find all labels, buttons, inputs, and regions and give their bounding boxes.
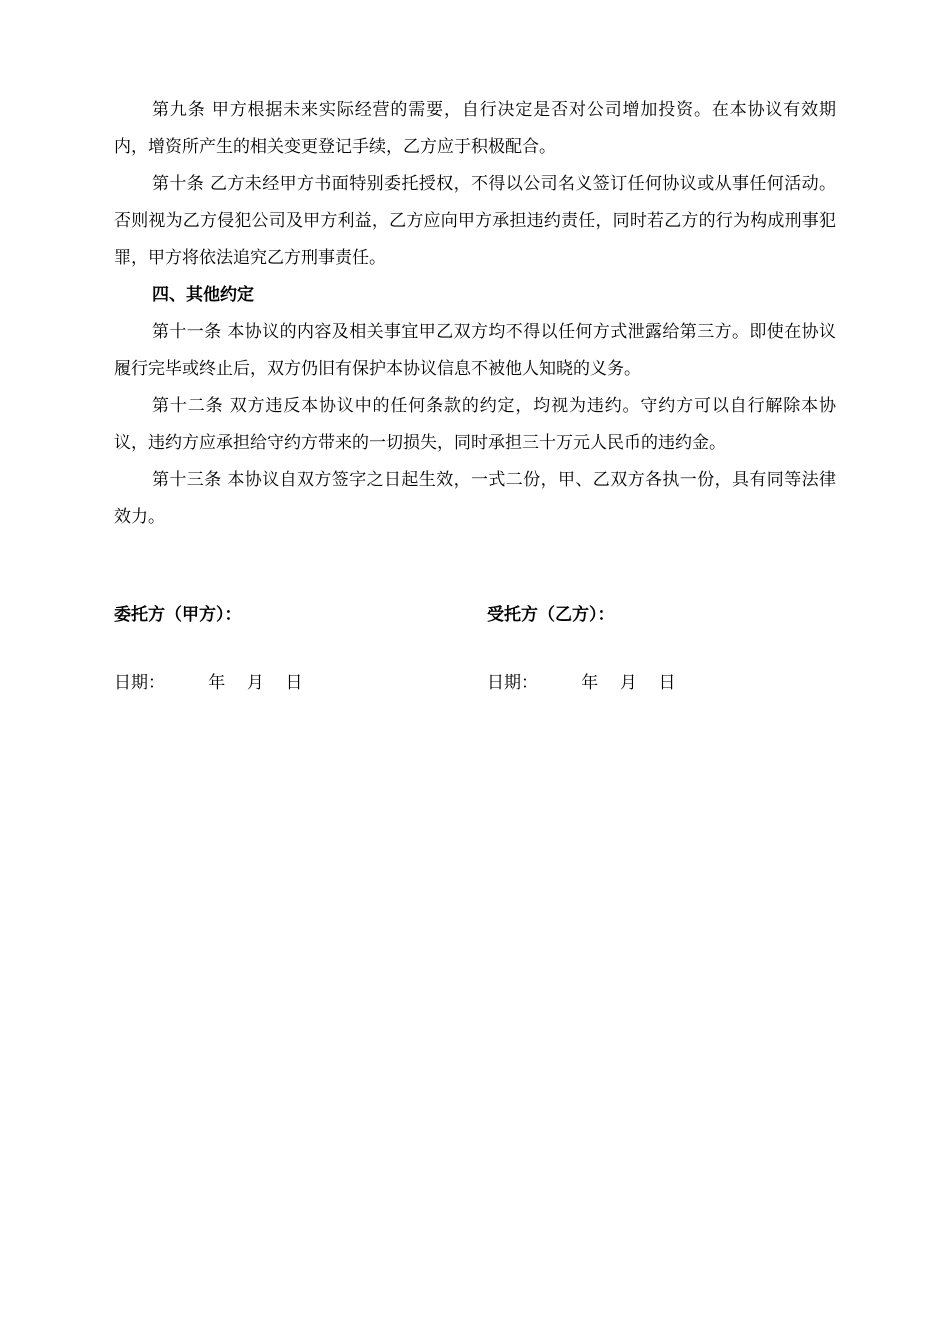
clause-9: 第九条 甲方根据未来实际经营的需要，自行决定是否对公司增加投资。在本协议有效期内，增资所产生的相关变更登记手续，乙方应于积极配合。 bbox=[114, 100, 836, 157]
clause-11: 第十一条 本协议的内容及相关事宜甲乙双方均不得以任何方式泄露给第三方。即使在协议履行完毕或终止后，双方仍旧有保护本协议信息不被他人知晓的义务。 bbox=[114, 322, 836, 379]
party-a-date: 日期： 年 月 日 bbox=[114, 673, 303, 693]
section-heading: 四、其他约定 bbox=[152, 285, 254, 305]
clause-12: 第十二条 双方违反本协议中的任何条款的约定，均视为违约。守约方可以自行解除本协议，违约方应承担给守约方带来的一切损失，同时承担三十万元人民币的违约金。 bbox=[114, 396, 836, 453]
clause-10: 第十条 乙方未经甲方书面特别委托授权，不得以公司名义签订任何协议或从事任何活动。否则视为乙方侵犯公司及甲方利益，乙方应向甲方承担违约责任，同时若乙方的行为构成刑事犯罪，甲方将依法追究乙方刑事责任。 bbox=[114, 174, 836, 268]
party-b-date: 日期： 年 月 日 bbox=[487, 673, 676, 693]
party-b-label: 受托方（乙方）： bbox=[487, 605, 615, 625]
document-body bbox=[114, 92, 836, 536]
clause-13: 第十三条 本协议自双方签字之日起生效，一式二份，甲、乙双方各执一份，具有同等法律效力。 bbox=[114, 470, 836, 527]
party-a-label: 委托方（甲方）： bbox=[114, 605, 242, 625]
